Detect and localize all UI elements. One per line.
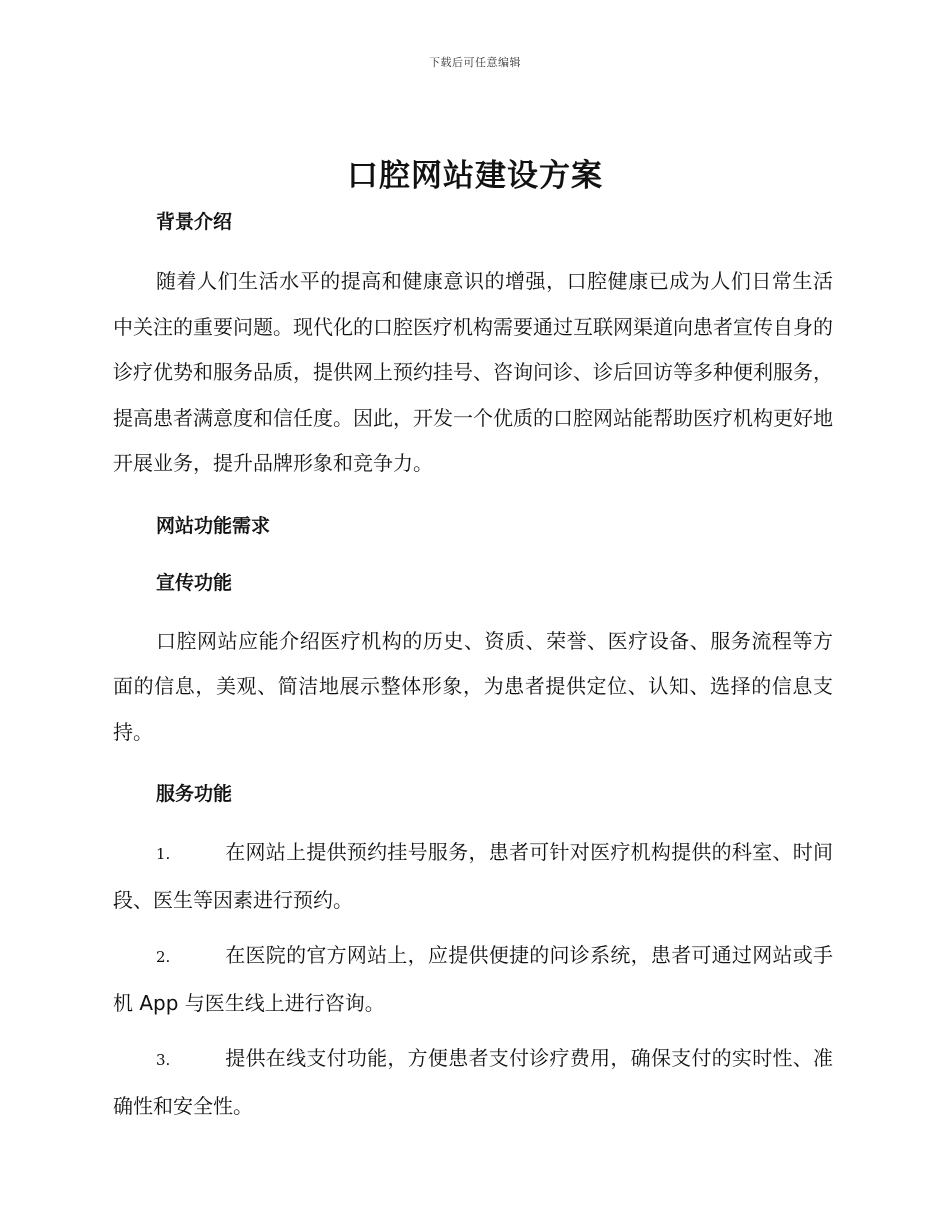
list-item-number: 2. [156, 948, 171, 966]
list-item [113, 1036, 833, 1129]
section-heading-requirements: 网站功能需求 [156, 514, 271, 537]
paragraph-promotion: 口腔网站应能介绍医疗机构的历史、资质、荣誉、医疗设备、服务流程等方面的信息，美观、简洁地展示整体形象，为患者提供定位、认知、选择的信息支持。 [113, 628, 833, 744]
page-header-note: 下载后可任意编辑 [429, 56, 521, 69]
paragraph-background: 随着人们生活水平的提高和健康意识的增强，口腔健康已成为人们日常生活中关注的重要问题。现代化的口腔医疗机构需要通过互联网渠道向患者宣传自身的诊疗优势和服务品质，提供网上预约挂号、咨询问诊、诊后回访等多种便利服务，提高患者满意度和信任度。因此，开发一个优质的口腔网站能帮助医疗机构更好地开展业务，提升品牌形象和竞争力。 [113, 269, 833, 475]
subsection-heading-service: 服务功能 [156, 783, 233, 805]
list-item [113, 830, 833, 923]
list-item-text: 在医院的官方网站上，应提供便捷的问诊系统，患者可通过网站或手机 App 与医生线上进行咨询。 [113, 943, 833, 1015]
list-item-text: 在网站上提供预约挂号服务，患者可针对医疗机构提供的科室、时间段、医生等因素进行预约。 [113, 840, 833, 912]
document-title: 口腔网站建设方案 [347, 158, 603, 194]
list-item [113, 933, 833, 1026]
document-body [113, 204, 833, 1129]
section-heading-background: 背景介绍 [156, 211, 233, 233]
list-item-number: 1. [156, 845, 171, 863]
subsection-heading-promotion: 宣传功能 [156, 571, 233, 594]
list-item-number: 3. [156, 1051, 171, 1069]
list-item-text: 提供在线支付功能，方便患者支付诊疗费用，确保支付的实时性、准确性和安全性。 [113, 1046, 833, 1118]
